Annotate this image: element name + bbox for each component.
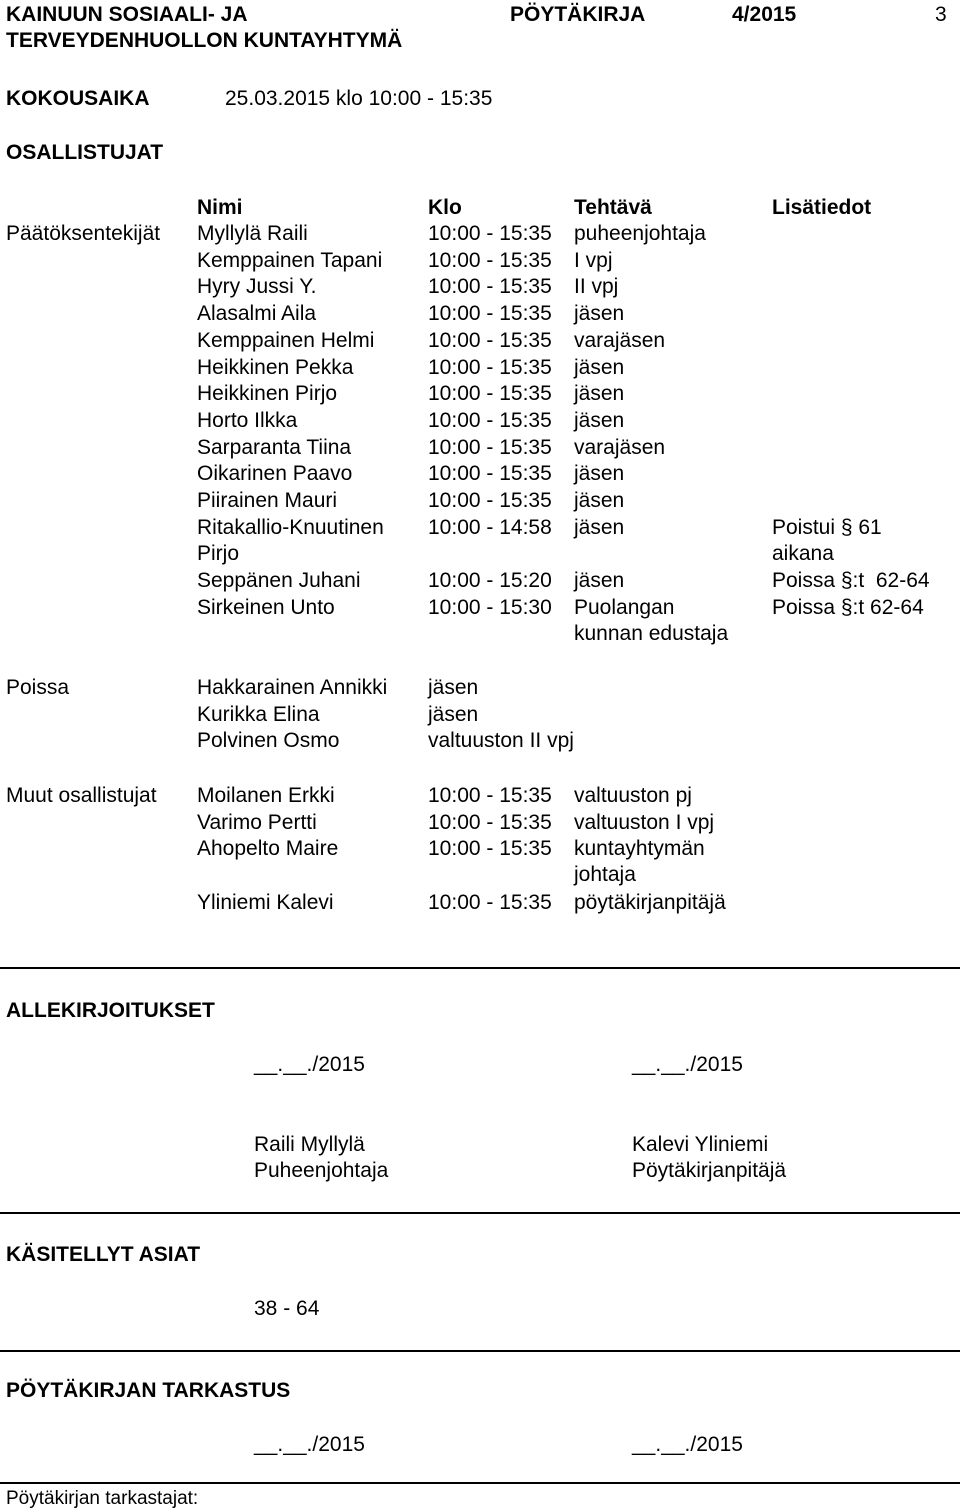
participant-time: 10:00 - 15:35: [428, 837, 552, 861]
participant-time: 10:00 - 15:35: [428, 462, 552, 486]
participant-time: 10:00 - 15:35: [428, 435, 552, 459]
signatures-title: ALLEKIRJOITUKSET: [6, 999, 215, 1022]
participant-role: jäsen: [574, 489, 625, 512]
participant-role: puheenjohtaja: [574, 222, 706, 245]
signature-date-left: __.__./2015: [254, 1053, 365, 1076]
participant-notes: Poissa §:t 62-64: [772, 569, 930, 593]
signer-right-name: Kalevi Yliniemi: [632, 1133, 769, 1156]
org-name-line1: KAINUUN SOSIAALI- JA: [6, 3, 248, 26]
participant-role: jäsen: [574, 569, 625, 593]
participant-name: Horto Ilkka: [197, 408, 298, 432]
participant-name: Kemppainen Tapani: [197, 248, 383, 272]
participant-time: 10:00 - 15:35: [428, 489, 552, 512]
participant-time: 10:00 - 15:35: [428, 302, 552, 326]
participant-role: pöytäkirjanpitäjä: [574, 890, 726, 914]
participant-role: jäsen: [574, 355, 625, 379]
participant-name: Yliniemi Kalevi: [197, 890, 334, 914]
participant-name: Ahopelto Maire: [197, 837, 339, 861]
participant-role: valtuuston II vpj: [428, 729, 574, 753]
participant-role: I vpj: [574, 248, 613, 272]
participant-name: Moilanen Erkki: [197, 784, 335, 807]
participant-time: 10:00 - 15:20: [428, 569, 552, 593]
participant-time: 10:00 - 15:30: [428, 595, 552, 619]
review-date-right: __.__./2015: [632, 1433, 743, 1456]
handled-title: KÄSITELLYT ASIAT: [6, 1243, 201, 1266]
participant-name: Hyry Jussi Y.: [197, 275, 317, 299]
participant-role: jäsen: [574, 302, 625, 326]
meeting-time-label: KOKOUSAIKA: [6, 87, 150, 110]
divider: [0, 1350, 960, 1352]
participant-name: Heikkinen Pekka: [197, 355, 354, 379]
participant-time: 10:00 - 15:35: [428, 382, 552, 406]
participant-time: 10:00 - 15:35: [428, 810, 552, 834]
participant-name: Kemppainen Helmi: [197, 328, 375, 352]
document-number: 4/2015: [732, 3, 797, 26]
participant-role: jäsen: [428, 676, 479, 699]
participant-role: Puolangan kunnan edustaja: [574, 595, 729, 645]
participant-name: Heikkinen Pirjo: [197, 382, 338, 406]
col-header-time: Klo: [428, 196, 462, 219]
participant-name: Ritakallio-Knuutinen Pirjo: [197, 515, 384, 565]
participant-time: 10:00 - 15:35: [428, 890, 552, 914]
participant-name: Myllylä Raili: [197, 222, 308, 245]
group-label: Muut osallistujat: [6, 784, 157, 807]
handled-value: 38 - 64: [254, 1297, 320, 1320]
participant-name: Varimo Pertti: [197, 810, 317, 834]
participant-name: Alasalmi Aila: [197, 302, 317, 326]
participant-time: 10:00 - 15:35: [428, 222, 552, 245]
participants-title: OSALLISTUJAT: [6, 141, 164, 164]
signer-left-name: Raili Myllylä: [254, 1133, 365, 1156]
participant-role: jäsen: [574, 382, 625, 406]
signer-right-role: Pöytäkirjanpitäjä: [632, 1159, 787, 1182]
review-title: PÖYTÄKIRJAN TARKASTUS: [6, 1379, 291, 1402]
participant-time: 10:00 - 15:35: [428, 248, 552, 272]
participant-role: II vpj: [574, 275, 619, 299]
participant-role: jäsen: [574, 515, 625, 539]
participant-role: kuntayhtymän johtaja: [574, 837, 705, 887]
divider: [0, 967, 960, 969]
signature-date-right: __.__./2015: [632, 1053, 743, 1076]
org-name-line2: TERVEYDENHUOLLON KUNTAYHTYMÄ: [6, 29, 403, 52]
participant-name: Piirainen Mauri: [197, 489, 338, 512]
participant-notes: Poissa §:t 62-64: [772, 595, 924, 619]
participant-name: Polvinen Osmo: [197, 729, 340, 753]
participant-role: valtuuston pj: [574, 784, 692, 807]
signer-left-role: Puheenjohtaja: [254, 1159, 389, 1182]
divider: [0, 1482, 960, 1484]
participant-time: 10:00 - 15:35: [428, 355, 552, 379]
participant-name: Sirkeinen Unto: [197, 595, 335, 619]
participant-role: varajäsen: [574, 435, 666, 459]
participant-time: 10:00 - 15:35: [428, 328, 552, 352]
participant-name: Kurikka Elina: [197, 702, 320, 726]
participant-time: 10:00 - 15:35: [428, 275, 552, 299]
participant-role: valtuuston I vpj: [574, 810, 715, 834]
participant-name: Sarparanta Tiina: [197, 435, 352, 459]
document-type: PÖYTÄKIRJA: [510, 3, 646, 26]
col-header-role: Tehtävä: [574, 196, 652, 219]
group-label: Poissa: [6, 676, 70, 699]
page-number: 3: [935, 3, 947, 26]
col-header-notes: Lisätiedot: [772, 196, 872, 219]
participant-time: 10:00 - 15:35: [428, 408, 552, 432]
participant-name: Seppänen Juhani: [197, 569, 361, 593]
meeting-time-value: 25.03.2015 klo 10:00 - 15:35: [225, 87, 493, 110]
participant-notes: Poistui § 61 aikana: [772, 515, 882, 565]
divider: [0, 1212, 960, 1214]
participant-name: Hakkarainen Annikki: [197, 676, 388, 699]
col-header-name: Nimi: [197, 196, 243, 219]
review-date-left: __.__./2015: [254, 1433, 365, 1456]
participant-time: 10:00 - 15:35: [428, 784, 552, 807]
participant-role: jäsen: [574, 462, 625, 486]
group-label: Päätöksentekijät: [6, 222, 161, 245]
participant-name: Oikarinen Paavo: [197, 462, 353, 486]
reviewers-label: Pöytäkirjan tarkastajat:: [6, 1488, 199, 1509]
participant-role: jäsen: [574, 408, 625, 432]
participant-role: jäsen: [428, 702, 479, 726]
participant-role: varajäsen: [574, 328, 666, 352]
participant-time: 10:00 - 14:58: [428, 515, 552, 539]
